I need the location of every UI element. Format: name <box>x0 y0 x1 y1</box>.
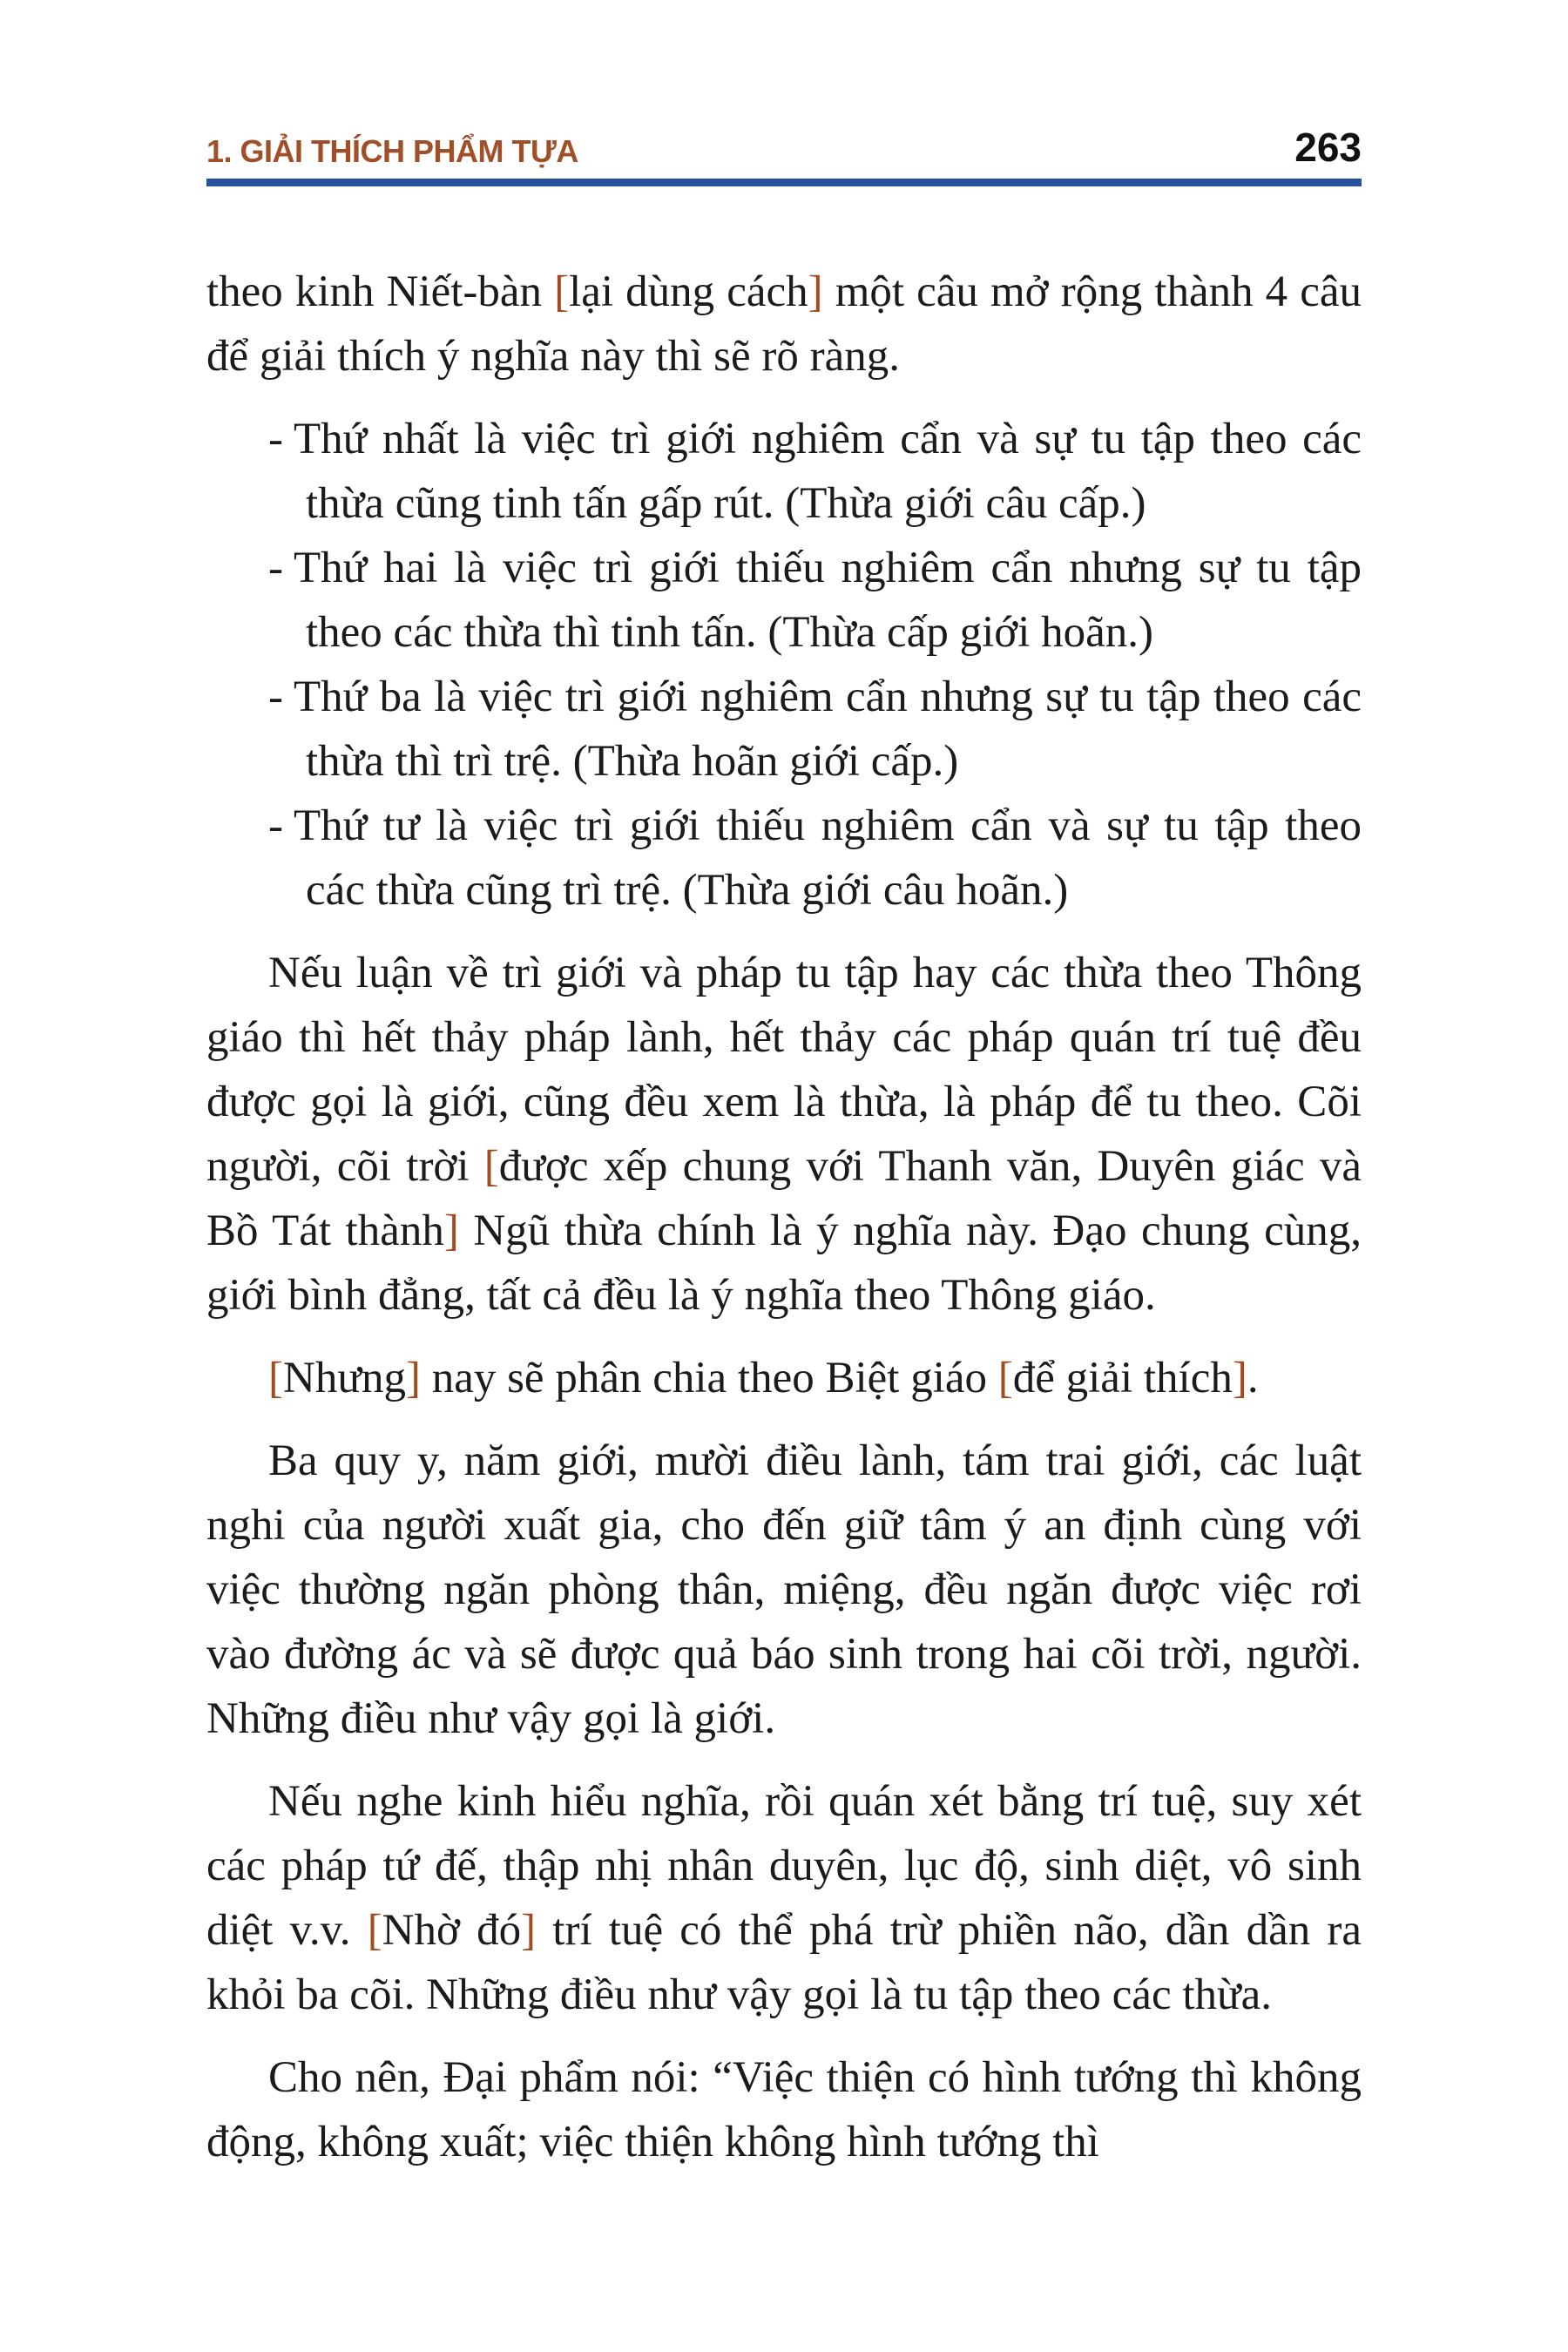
enumerated-list <box>206 407 1362 923</box>
paragraph-gioi <box>206 1429 1362 1751</box>
page-number: 263 <box>1294 125 1362 170</box>
text-run: . <box>1247 1354 1259 1402</box>
text-run: Ba quy y, năm giới, mười điều lành, tám trai giới, các luật nghi của người xuất gia, cho đến giữ tâm ý an định cùng với việc thường ngăn phòng thân, miệng, đều ngăn được việc rơi vào đường ác và sẽ được quả báo sinh trong hai cõi trời, người. Những điều như vậy gọi là giới. <box>206 1436 1362 1743</box>
text-run: trí tuệ có thể phá trừ phiền não, dần dần ra khỏi ba cõi. Những điều như vậy gọi là tu tập theo các thừa. <box>206 1906 1362 2019</box>
editorial-bracket: [ <box>483 1142 499 1191</box>
paragraph-continuation <box>206 260 1362 389</box>
body-content <box>206 260 1362 2174</box>
list-item <box>206 536 1362 665</box>
editorial-bracket: ] <box>1232 1354 1247 1402</box>
list-item <box>206 794 1362 923</box>
text-run: nay sẽ phân chia theo Biệt giáo <box>420 1354 998 1402</box>
list-dash: - <box>268 544 283 592</box>
text-run: một câu mở rộng thành 4 câu để giải thích ý nghĩa này thì sẽ rõ ràng. <box>206 267 1362 381</box>
list-dash: - <box>268 415 283 463</box>
text-run: Nhờ đó <box>382 1906 522 1955</box>
text-run: Nếu nghe kinh hiểu nghĩa, rồi quán xét bằng trí tuệ, suy xét các pháp tứ đế, thập nhị nhân duyên, lục độ, sinh diệt, vô sinh diệt v.v. <box>206 1777 1362 1955</box>
list-item-text: Thứ ba là việc trì giới nghiêm cẩn nhưng sự tu tập theo các thừa thì trì trệ. (Thừa hoãn giới cấp.) <box>293 672 1362 786</box>
list-item <box>206 407 1362 536</box>
editorial-bracket: ] <box>808 267 823 316</box>
text-run: theo kinh Niết-bàn <box>206 267 555 316</box>
text-run: để giải thích <box>1012 1354 1233 1402</box>
chapter-title: 1. GIẢI THÍCH PHẨM TỰA <box>206 133 578 169</box>
editorial-bracket: ] <box>443 1206 459 1255</box>
editorial-bracket: ] <box>405 1354 421 1402</box>
editorial-bracket: [ <box>367 1906 382 1955</box>
text-run: Ngũ thừa chính là ý nghĩa này. Đạo chung cùng, giới bình đẳng, tất cả đều là ý nghĩa theo Thông giáo. <box>206 1206 1362 1320</box>
list-item-text: Thứ hai là việc trì giới thiếu nghiêm cẩn nhưng sự tu tập theo các thừa thì tinh tấn. (Thừa cấp giới hoãn.) <box>293 544 1362 657</box>
paragraph-thong-giao <box>206 941 1362 1328</box>
text-run: được xếp chung với Thanh văn, Duyên giác và Bồ Tát thành <box>206 1142 1362 1255</box>
list-item-text: Thứ nhất là việc trì giới nghiêm cẩn và sự tu tập theo các thừa cũng tinh tấn gấp rút. (Thừa giới câu cấp.) <box>293 415 1362 528</box>
text-run: Nếu luận về trì giới và pháp tu tập hay các thừa theo Thông giáo thì hết thảy pháp lành, hết thảy các pháp quán trí tuệ đều được gọi là giới, cũng đều xem là thừa, là pháp để tu theo. Cõi người, cõi trời <box>206 949 1362 1191</box>
editorial-bracket: [ <box>268 1354 283 1402</box>
editorial-bracket: ] <box>521 1906 537 1955</box>
editorial-bracket: [ <box>554 267 570 316</box>
paragraph-biet-giao <box>206 1346 1362 1410</box>
header-divider-rule <box>206 179 1362 186</box>
page-header <box>206 0 1362 170</box>
text-run: lại dùng cách <box>569 267 808 316</box>
list-dash: - <box>268 801 283 850</box>
paragraph-dai-pham-quote <box>206 2045 1362 2174</box>
list-item-text: Thứ tư là việc trì giới thiếu nghiêm cẩn và sự tu tập theo các thừa cũng trì trệ. (Thừa giới câu hoãn.) <box>293 801 1362 915</box>
text-run: Cho nên, Đại phẩm nói: “Việc thiện có hình tướng thì không động, không xuất; việc thiện không hình tướng thì <box>206 2053 1362 2166</box>
list-item <box>206 665 1362 794</box>
paragraph-tu-tap <box>206 1769 1362 2027</box>
editorial-bracket: [ <box>997 1354 1013 1402</box>
text-run: Nhưng <box>282 1354 406 1402</box>
list-dash: - <box>268 672 283 721</box>
